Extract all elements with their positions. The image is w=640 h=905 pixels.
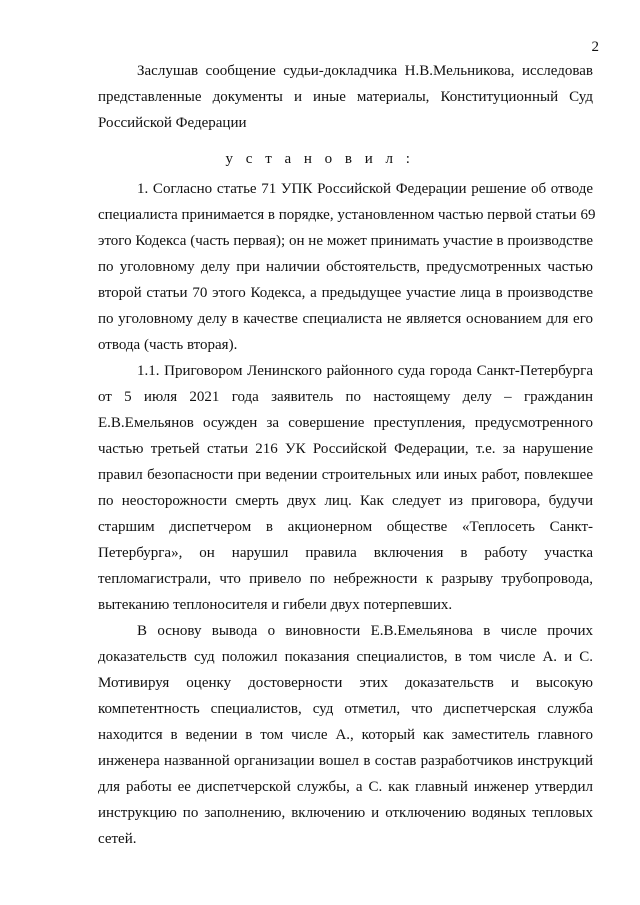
text-line: вытеканию теплоносителя и гибели двух потерпевших.: [98, 597, 453, 613]
text-line: второй статьи 70 этого Кодекса, а предыдущее участие лица в производстве: [98, 285, 593, 301]
text-line: по уголовному делу в качестве специалиста не является основанием для его: [98, 311, 593, 327]
text-line: 1. Согласно статье 71 УПК Российской Федерации решение об отводе: [137, 181, 593, 197]
text-line: инженера названной организации вошел в состав разработчиков инструкций: [98, 753, 593, 769]
text-line: Петербурга», он нарушил правила включения в работу участка: [98, 545, 593, 561]
text-line: инструкцию по заполнению, включению и отключению водяных тепловых: [98, 805, 593, 821]
page-number: 2: [591, 39, 599, 55]
paragraph-evidence: [98, 618, 593, 852]
text-line: по уголовному делу при наличии обстоятельств, предусмотренных частью: [98, 259, 593, 275]
text-line: частью третьей статьи 216 УК Российской Федерации, т.е. за нарушение: [98, 441, 593, 457]
text-line: доказательств суд положил показания специалистов, в том числе А. и С.: [98, 649, 593, 665]
text-line: В основу вывода о виновности Е.В.Емельянова в числе прочих: [137, 623, 593, 639]
text-line: Заслушав сообщение судьи-докладчика Н.В.Мельникова, исследовав: [137, 63, 593, 79]
text-line: этого Кодекса (часть первая); он не может принимать участие в производстве: [98, 233, 593, 249]
text-line: для работы ее диспетчерской службы, а С. как главный инженер утвердил: [98, 779, 593, 795]
text-line: тепломагистрали, что привело по небрежности к разрыву трубопровода,: [98, 571, 593, 587]
text-line: по неосторожности смерть двух лиц. Как следует из приговора, будучи: [98, 493, 593, 509]
text-line: сетей.: [98, 831, 137, 847]
text-line: от 5 июля 2021 года заявитель по настоящему делу – гражданин: [98, 389, 593, 405]
text-line: отвода (часть вторая).: [98, 337, 238, 353]
text-line: правил безопасности при ведении строительных или иных работ, повлекшее: [98, 467, 593, 483]
text-line: 1.1. Приговором Ленинского районного суда города Санкт-Петербурга: [137, 363, 593, 379]
text-line: специалиста принимается в порядке, установленном частью первой статьи 69: [98, 207, 596, 223]
paragraph-intro: [98, 58, 593, 136]
paragraph-1-1: [98, 358, 593, 618]
text-line: компетентность специалистов, суд отметил, что диспетчерская служба: [98, 701, 593, 717]
section-heading: у с т а н о в и л :: [225, 151, 415, 167]
text-line: Мотивируя оценку достоверности этих доказательств и высокую: [98, 675, 593, 691]
paragraph-1: [98, 176, 596, 358]
text-line: старшим диспетчером в акционерном обществе «Теплосеть Санкт-: [98, 519, 593, 535]
text-line: Е.В.Емельянов осужден за совершение преступления, предусмотренного: [98, 415, 593, 431]
text-line: находится в ведении в том числе А., который как заместитель главного: [98, 727, 593, 743]
text-line: Российской Федерации: [98, 115, 247, 131]
text-line: представленные документы и иные материалы, Конституционный Суд: [98, 89, 593, 105]
